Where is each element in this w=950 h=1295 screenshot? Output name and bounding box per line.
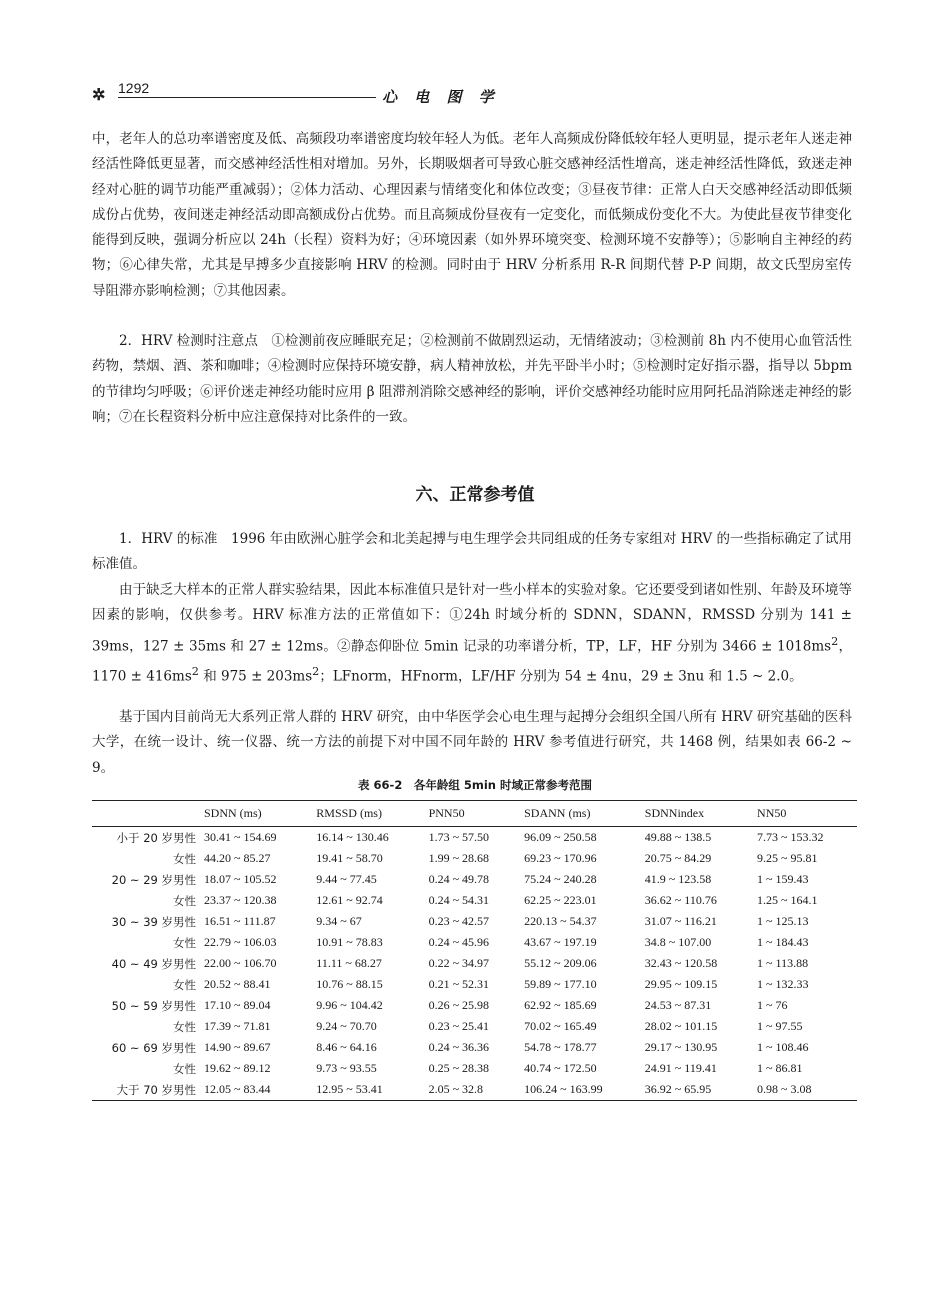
row-group-label: 女性 xyxy=(173,893,196,908)
row-group-label: 20 ~ 29 岁男性 xyxy=(111,872,196,887)
table-cell: 34.8 ~ 107.00 xyxy=(644,935,712,949)
table-cell: 9.34 ~ 67 xyxy=(316,914,362,928)
table-cell: 0.21 ~ 52.31 xyxy=(428,977,490,991)
table-cell: 9.44 ~ 77.45 xyxy=(316,872,377,886)
normal-values-text-2: ，1170 ± 416ms xyxy=(92,638,852,685)
table-cell: 10.91 ~ 78.83 xyxy=(316,935,383,949)
table-cell: 96.09 ~ 250.58 xyxy=(524,830,597,844)
table-cell: 19.62 ~ 89.12 xyxy=(204,1061,271,1075)
table-cell: 62.25 ~ 223.01 xyxy=(524,893,597,907)
table-cell: 2.05 ~ 32.8 xyxy=(425,1079,521,1101)
table-row xyxy=(92,827,857,849)
table-row xyxy=(92,890,857,911)
table-cell: 106.24 ~ 163.99 xyxy=(520,1079,641,1101)
table-cell: 12.61 ~ 92.74 xyxy=(316,893,383,907)
table-cell: 20.52 ~ 88.41 xyxy=(204,977,271,991)
table-cell: 220.13 ~ 54.37 xyxy=(524,914,597,928)
column-header: RMSSD (ms) xyxy=(312,801,424,827)
table-cell: 75.24 ~ 240.28 xyxy=(524,872,597,886)
table-cell: 0.23 ~ 42.57 xyxy=(428,914,490,928)
table-cell: 1 ~ 97.55 xyxy=(757,1019,803,1033)
table-row xyxy=(92,932,857,953)
table-row xyxy=(92,1016,857,1037)
table-cell: 1.99 ~ 28.68 xyxy=(428,851,490,865)
row-group-label: 50 ~ 59 岁男性 xyxy=(111,998,196,1013)
table-cell: 19.41 ~ 58.70 xyxy=(316,851,383,865)
table-cell: 55.12 ~ 209.06 xyxy=(524,956,597,970)
table-cell: 0.26 ~ 25.98 xyxy=(428,998,490,1012)
table-cell: 12.95 ~ 53.41 xyxy=(312,1079,424,1101)
table-cell: 24.53 ~ 87.31 xyxy=(644,998,712,1012)
table-row xyxy=(92,953,857,974)
page-number: 1292 xyxy=(118,80,150,96)
table-cell: 17.10 ~ 89.04 xyxy=(204,998,271,1012)
normal-values-text-1: 由于缺乏大样本的正常人群实验结果，因此本标准值只是针对一些小样本的实验对象。它还要受到诸如性别、年龄及环境等因素的影响，仅供参考。HRV 标准方法的正常值如下：①24h 时域分析的 SDNN，SDANN，RMSSD 分别为 141 ± 39ms，127 ± 35ms 和 27 ± 12ms。②静态仰卧位 5min 记录的功率谱分析，TP，LF，HF 分别为 3466 ± 1018ms xyxy=(92,582,852,655)
paragraph-detection-notes: 2．HRV 检测时注意点 ①检测前夜应睡眠充足；②检测前不做剧烈运动，无情绪波动；③检测前 8h 内不使用心血管活性药物，禁烟、酒、茶和咖啡；④检测时应保持环境安静，病人精神放松，并先平卧半小时；⑤检测时定好指示器，指导以 5bpm 的节律均匀呼吸；⑥评价迷走神经功能时应用 β 阻滞剂消除交感神经的影响，评价交感神经功能时应用阿托品消除迷走神经的影响；⑦在长程资料分析中应注意保持对比条件的一致。 xyxy=(92,333,852,425)
column-header: SDNN (ms) xyxy=(200,801,312,827)
table-cell: 18.07 ~ 105.52 xyxy=(204,872,277,886)
table-row xyxy=(92,995,857,1016)
table-cell: 29.95 ~ 109.15 xyxy=(644,977,718,991)
table-cell: 8.46 ~ 64.16 xyxy=(316,1040,377,1054)
table-cell: 20.75 ~ 84.29 xyxy=(644,851,712,865)
normal-values-text-3: 和 975 ± 203ms xyxy=(198,668,313,685)
row-group-label: 30 ~ 39 岁男性 xyxy=(111,914,196,929)
table-cell: 0.98 ~ 3.08 xyxy=(753,1079,857,1101)
table-row xyxy=(92,1079,857,1101)
table-cell: 9.73 ~ 93.55 xyxy=(316,1061,377,1075)
table-row xyxy=(92,869,857,890)
table-cell: 16.51 ~ 111.87 xyxy=(204,914,276,928)
table-row xyxy=(92,1058,857,1079)
table-cell: 22.00 ~ 106.70 xyxy=(204,956,277,970)
table-caption: 表 66-2 各年龄组 5min 时域正常参考范围 xyxy=(358,778,592,792)
table-cell: 1 ~ 76 xyxy=(757,998,788,1012)
table-cell: 49.88 ~ 138.5 xyxy=(644,830,712,844)
superscript: 2 xyxy=(831,634,839,648)
table-cell: 59.89 ~ 177.10 xyxy=(524,977,597,991)
table-cell: 9.25 ~ 95.81 xyxy=(757,851,818,865)
table-cell: 44.20 ~ 85.27 xyxy=(204,851,271,865)
row-group-label: 大于 70 岁男性 xyxy=(92,1079,200,1101)
table-cell: 12.05 ~ 83.44 xyxy=(200,1079,312,1101)
table-row xyxy=(92,974,857,995)
row-group-label: 女性 xyxy=(173,851,196,866)
paragraph-age-factors: 中，老年人的总功率谱密度及低、高频段功率谱密度均较年轻人为低。老年人高频成份降低较年轻人更明显，提示老年人迷走神经活性降低更显著，而交感神经活性相对增加。另外，长期吸烟者可导致心脏交感神经活性增高，迷走神经活性降低，致迷走神经对心脏的调节功能严重减弱）；②体力活动、心理因素与情绪变化和体位改变；③昼夜节律：正常人白天交感神经活动即低频成份占优势，夜间迷走神经活动即高额成份占优势。而且高频成份昼夜有一定变化，而低频成份变化不大。为使此昼夜节律变化能得到反映，强调分析应以 24h（长程）资料为好；④环境因素（如外界环境突变、检测环境不安静等）；⑤影响自主神经的药物；⑥心律失常，尤其是早搏多少直接影响 HRV 的检测。同时由于 HRV 分析系用 R-R 间期代替 P-P 间期，故文氏型房室传导阻滞亦影响检测；⑦其他因素。 xyxy=(92,131,852,299)
row-group-label: 女性 xyxy=(173,935,196,950)
normal-values-text-4: ；LFnorm，HFnorm，LF/HF 分别为 54 ± 4nu，29 ± 3nu 和 1.5 ~ 2.0。 xyxy=(319,668,803,685)
table-cell: 22.79 ~ 106.03 xyxy=(204,935,277,949)
table-cell: 0.25 ~ 28.38 xyxy=(428,1061,490,1075)
table-cell: 16.14 ~ 130.46 xyxy=(316,830,389,844)
table-cell: 0.24 ~ 49.78 xyxy=(428,872,490,886)
table-cell: 1 ~ 108.46 xyxy=(757,1040,809,1054)
row-group-label: 女性 xyxy=(173,1019,196,1034)
table-cell: 62.92 ~ 185.69 xyxy=(524,998,597,1012)
superscript: 2 xyxy=(191,665,199,679)
table-cell: 43.67 ~ 197.19 xyxy=(524,935,597,949)
table-cell: 31.07 ~ 116.21 xyxy=(644,914,717,928)
paragraph-normal-values xyxy=(92,578,852,690)
column-header xyxy=(92,801,200,827)
table-cell: 1 ~ 159.43 xyxy=(757,872,809,886)
table-cell: 1.25 ~ 164.1 xyxy=(757,893,818,907)
table-body xyxy=(92,827,857,1101)
row-group-label: 40 ~ 49 岁男性 xyxy=(111,956,196,971)
table-cell: 9.96 ~ 104.42 xyxy=(316,998,383,1012)
table-cell: 0.24 ~ 54.31 xyxy=(428,893,490,907)
table-cell: 69.23 ~ 170.96 xyxy=(524,851,597,865)
table-row xyxy=(92,848,857,869)
table-cell: 7.73 ~ 153.32 xyxy=(757,830,824,844)
table-cell: 40.74 ~ 172.50 xyxy=(524,1061,597,1075)
row-group-label: 小于 20 岁男性 xyxy=(116,830,196,845)
paragraph-hrv-standard: 1．HRV 的标准 1996 年由欧洲心脏学会和北美起搏与电生理学会共同组成的任务专家组对 HRV 的一些指标确定了试用标准值。 xyxy=(92,531,852,573)
table-cell: 1 ~ 86.81 xyxy=(757,1061,803,1075)
header-rule xyxy=(118,97,376,98)
column-header: SDNNindex xyxy=(641,801,753,827)
table-cell: 0.22 ~ 34.97 xyxy=(428,956,490,970)
table-row xyxy=(92,1037,857,1058)
row-group-label: 女性 xyxy=(173,977,196,992)
book-title: 心 电 图 学 xyxy=(382,88,500,106)
table-cell: 36.92 ~ 65.95 xyxy=(641,1079,753,1101)
table-cell: 41.9 ~ 123.58 xyxy=(644,872,712,886)
ornament-star-icon: ✲ xyxy=(92,85,106,104)
table-cell: 9.24 ~ 70.70 xyxy=(316,1019,377,1033)
section-title: 六、正常参考值 xyxy=(415,485,535,505)
table-cell: 1 ~ 132.33 xyxy=(757,977,809,991)
table-row xyxy=(92,911,857,932)
table-cell: 0.23 ~ 25.41 xyxy=(428,1019,490,1033)
table-cell: 29.17 ~ 130.95 xyxy=(644,1040,718,1054)
table-header-row xyxy=(92,801,857,827)
table-cell: 0.24 ~ 36.36 xyxy=(428,1040,490,1054)
table-cell: 10.76 ~ 88.15 xyxy=(316,977,383,991)
column-header: PNN50 xyxy=(425,801,521,827)
table-cell: 30.41 ~ 154.69 xyxy=(204,830,277,844)
table-cell: 14.90 ~ 89.67 xyxy=(204,1040,271,1054)
table-cell: 0.24 ~ 45.96 xyxy=(428,935,490,949)
table-cell: 28.02 ~ 101.15 xyxy=(644,1019,718,1033)
table-cell: 11.11 ~ 68.27 xyxy=(316,956,382,970)
superscript: 2 xyxy=(312,665,320,679)
row-group-label: 60 ~ 69 岁男性 xyxy=(111,1040,196,1055)
table-cell: 1.73 ~ 57.50 xyxy=(428,830,490,844)
running-header xyxy=(92,80,882,106)
table-cell: 1 ~ 184.43 xyxy=(757,935,809,949)
table-cell: 17.39 ~ 71.81 xyxy=(204,1019,271,1033)
paragraph-china-study: 基于国内目前尚无大系列正常人群的 HRV 研究，由中华医学会心电生理与起搏分会组织全国八所有 HRV 研究基础的医科大学，在统一设计、统一仪器、统一方法的前提下对中国不同年龄的 HRV 参考值进行研究，共 1468 例，结果如表 66-2 ~ 9。 xyxy=(92,709,852,776)
column-header: SDANN (ms) xyxy=(520,801,641,827)
reference-table xyxy=(92,800,857,1101)
row-group-label: 女性 xyxy=(173,1061,196,1076)
table-cell: 1 ~ 125.13 xyxy=(757,914,809,928)
table-cell: 70.02 ~ 165.49 xyxy=(524,1019,597,1033)
column-header: NN50 xyxy=(753,801,857,827)
table-cell: 23.37 ~ 120.38 xyxy=(204,893,277,907)
table-cell: 36.62 ~ 110.76 xyxy=(644,893,717,907)
table-cell: 1 ~ 113.88 xyxy=(757,956,809,970)
table-cell: 24.91 ~ 119.41 xyxy=(644,1061,717,1075)
table-cell: 54.78 ~ 178.77 xyxy=(524,1040,597,1054)
table-cell: 32.43 ~ 120.58 xyxy=(644,956,718,970)
